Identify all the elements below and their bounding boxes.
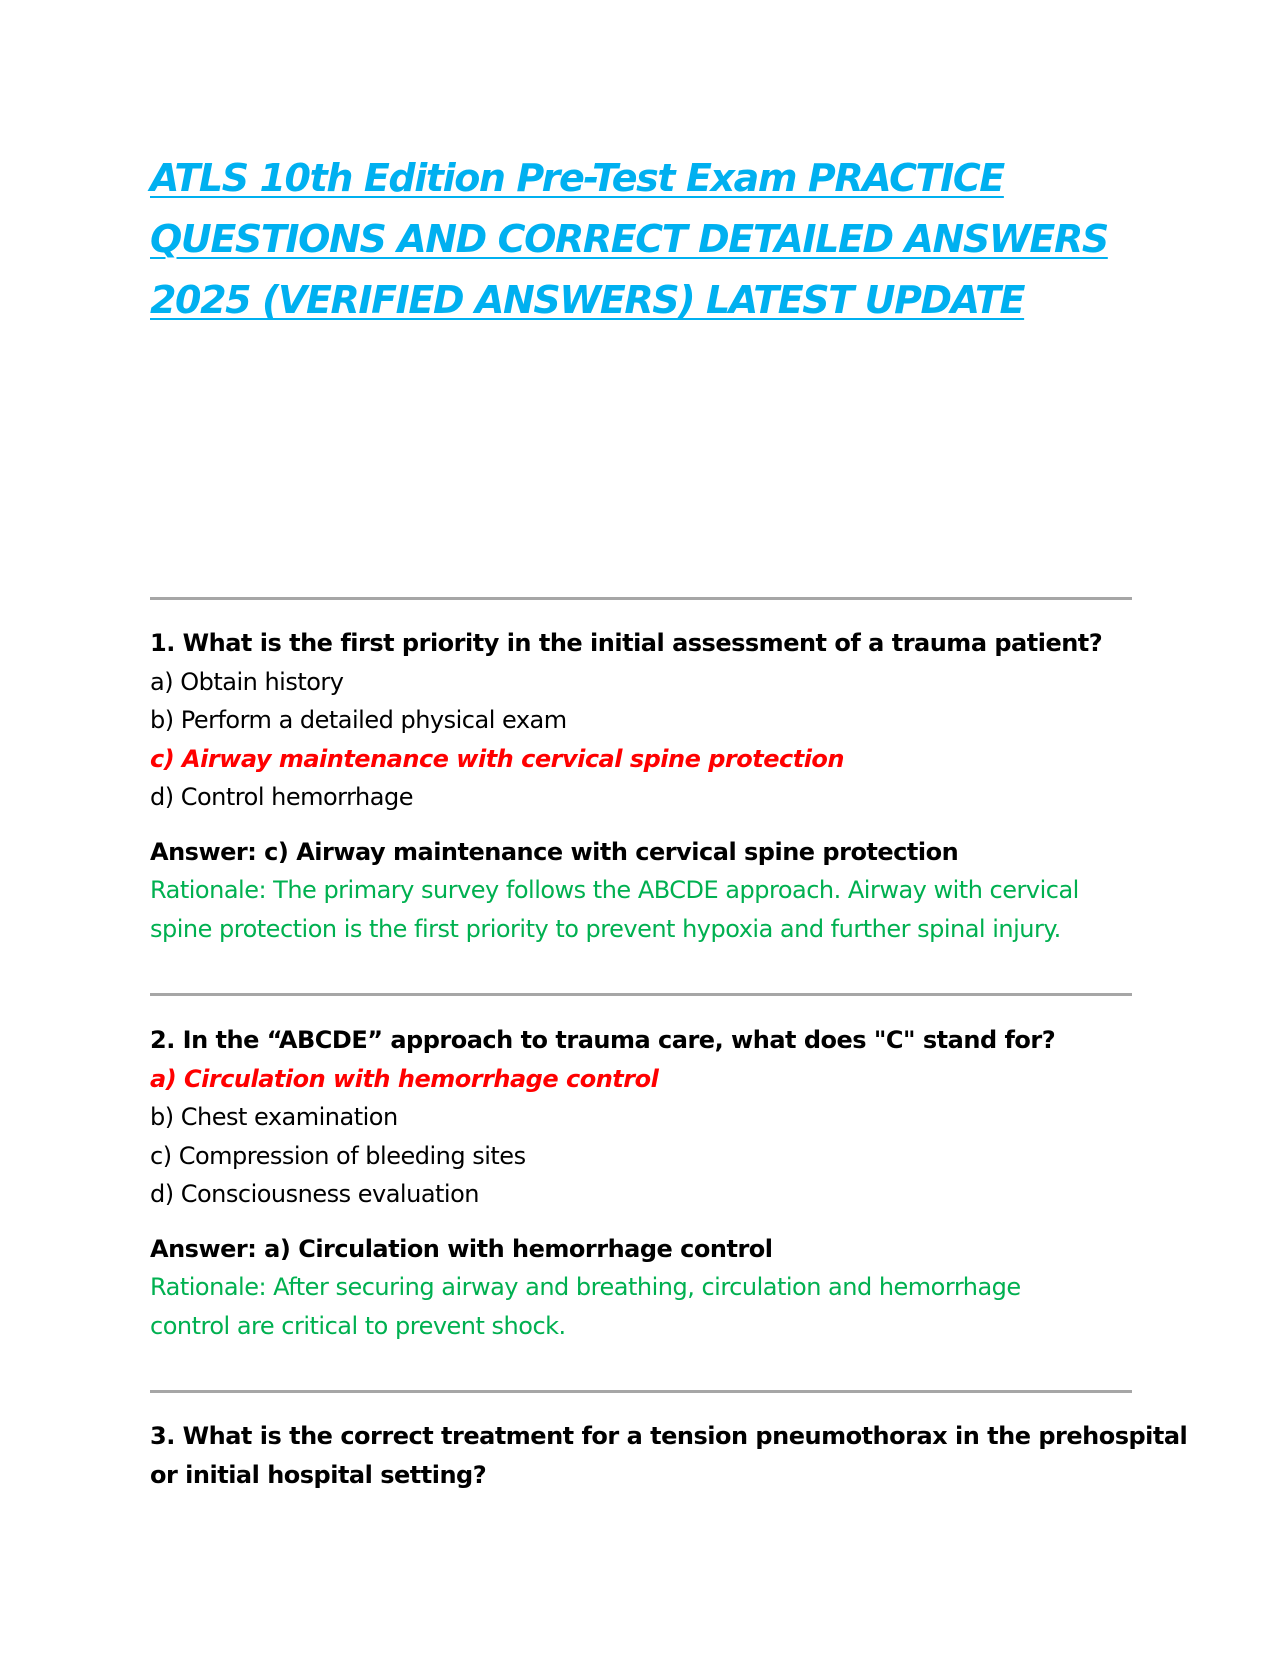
option-d: d) Consciousness evaluation — [150, 1180, 479, 1208]
divider — [150, 993, 1132, 996]
option-b: b) Perform a detailed physical exam — [150, 706, 567, 734]
question-text: 2. In the “ABCDE” approach to trauma care, what does "C" stand for? — [150, 1026, 1056, 1054]
title-line: 2025 (VERIFIED ANSWERS) LATEST UPDATE — [150, 278, 1025, 322]
rationale-line: spine protection is the first priority to prevent hypoxia and further spinal injury. — [150, 914, 1061, 943]
question-text: or initial hospital setting? — [150, 1460, 487, 1489]
question-3 — [150, 1417, 1188, 1494]
rationale-line: Rationale: After securing airway and breathing, circulation and hemorrhage — [150, 1273, 1021, 1301]
answer-line: Answer: c) Airway maintenance with cervical spine protection — [150, 837, 959, 866]
option-b: b) Chest examination — [150, 1103, 398, 1131]
option-a: a) Obtain history — [150, 667, 344, 696]
question-text: 1. What is the first priority in the initial assessment of a trauma patient? — [150, 629, 1103, 657]
option-c-correct: c) Airway maintenance with cervical spine protection — [150, 744, 844, 773]
divider — [150, 1390, 1132, 1393]
question-2 — [150, 1021, 1140, 1345]
question-text: 3. What is the correct treatment for a tension pneumothorax in the prehospital — [150, 1422, 1188, 1450]
rationale-line: control are critical to prevent shock. — [150, 1311, 566, 1340]
option-c: c) Compression of bleeding sites — [150, 1141, 526, 1170]
title-line: ATLS 10th Edition Pre-Test Exam PRACTICE — [150, 156, 1004, 200]
option-d: d) Control hemorrhage — [150, 783, 413, 811]
question-1 — [150, 624, 1140, 948]
divider — [150, 597, 1132, 600]
answer-line: Answer: a) Circulation with hemorrhage control — [150, 1234, 773, 1263]
option-a-correct: a) Circulation with hemorrhage control — [150, 1064, 659, 1093]
title-line: QUESTIONS AND CORRECT DETAILED ANSWERS — [150, 217, 1108, 261]
document-title — [150, 148, 1130, 331]
rationale-line: Rationale: The primary survey follows the ABCDE approach. Airway with cervical — [150, 876, 1079, 904]
